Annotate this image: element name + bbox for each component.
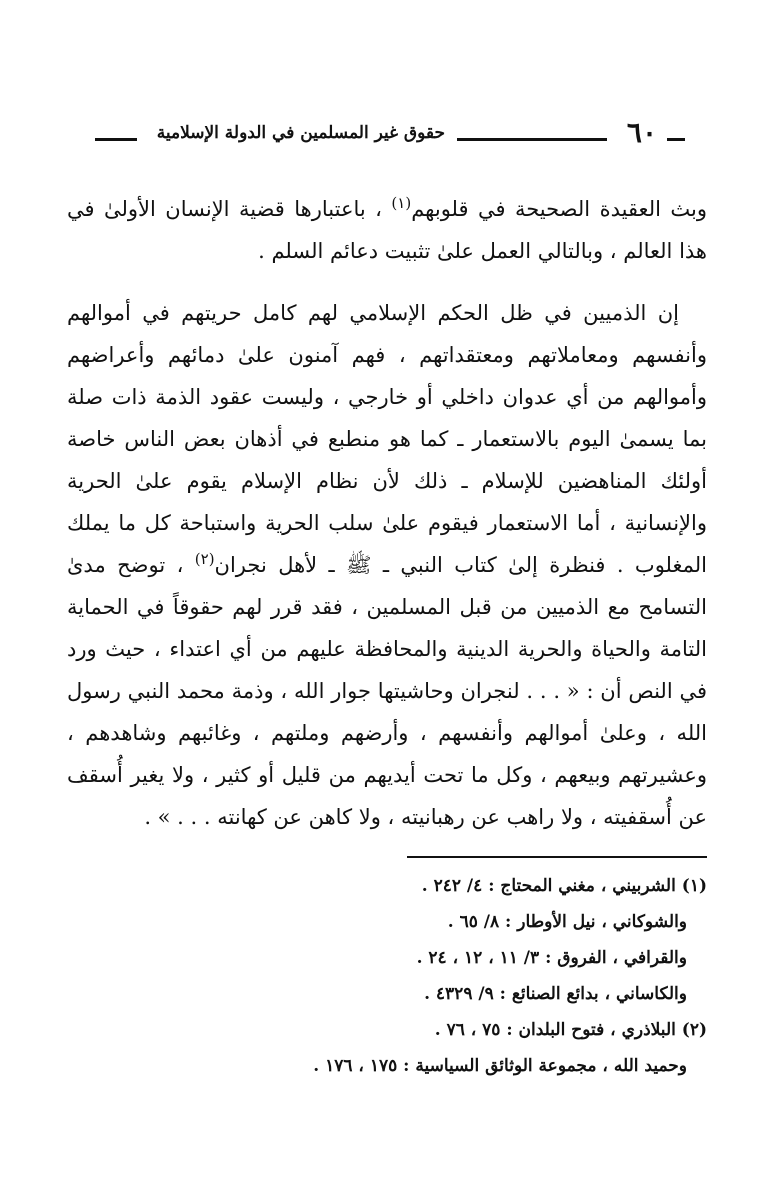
paragraph-2-text-b: ، توضح مدىٰ التسامح مع الذميين من قبل المسلمين ، فقد قرر لهم حقوقاً في الحماية التامة والحياة والحرية الدينية والمحافظة عليهم من أي اعتداء ، حيث ورد في النص أن : « . . . لنجران وحاشيتها جوار الله ، وذمة محمد النبي رسول الله ، وعلىٰ أموالهم وأنفسهم ، وأرضهم وملتهم ، وغائبهم وشاهدهم ، وعشيرتهم وبيعهم ، وكل ما تحت أيديهم من قليل أو كثير ، ولا يغير أُسقف عن أُسقفيته ، ولا راهب عن رهبانيته ، ولا كاهن عن كهانته . . . » . (67, 553, 707, 829)
running-title: حقوق غير المسلمين في الدولة الإسلامية (156, 123, 445, 143)
paragraph-1 (67, 188, 707, 272)
footnote-2-cont: وحميد الله ، مجموعة الوثائق السياسية : ١٧٥ ، ١٧٦ . (313, 1056, 687, 1076)
footnote-1-cont: والقرافي ، الفروق : ٣/ ١١ ، ١٢ ، ٢٤ . (416, 948, 687, 968)
running-header (95, 115, 685, 151)
paragraph-1-text-b: ، باعتبارها قضية الإنسان الأولىٰ في هذا العالم ، وبالتالي العمل علىٰ تثبيت دعائم السلم . (67, 197, 707, 263)
footnote-1-cont: والشوكاني ، نيل الأوطار : ٨/ ٦٥ . (447, 912, 687, 932)
paragraph-2-text-a: إن الذميين في ظل الحكم الإسلامي لهم كامل حريتهم في أموالهم وأنفسهم ومعاملاتهم ومعتقداتهم ، فهم آمنون علىٰ دمائهم وأعراضهم وأموالهم من أي عدوان داخلي أو خارجي ، وليست عقود الذمة ذات صلة بما يسمىٰ اليوم بالاستعمار ـ كما هو منطبع في أذهان بعض الناس خاصة أولئك المناهضين للإسلام ـ ذلك لأن نظام الإسلام يقوم علىٰ الحرية والإنسانية ، أما الاستعمار فيقوم علىٰ سلب الحرية واستباحة كل ما يملك المغلوب . فنظرة إلىٰ كتاب النبي ـ ﷺ ـ لأهل نجران (67, 301, 707, 577)
footnote-1: (١) الشربيني ، مغني المحتاج : ٤/ ٢٤٢ . (421, 876, 707, 896)
header-rule-right (667, 138, 685, 141)
footnote-ref-2: (٢) (194, 550, 215, 568)
header-rule-middle (457, 138, 607, 141)
footnotes (67, 868, 707, 1084)
paragraph-2 (67, 292, 707, 838)
footnote-separator (407, 856, 707, 858)
header-rule-left (95, 138, 137, 141)
footnote-2: (٢) البلاذري ، فتوح البلدان : ٧٥ ، ٧٦ . (434, 1020, 707, 1040)
main-text (67, 188, 707, 838)
footnote-ref-1: (١) (391, 194, 412, 212)
footnote-1-cont: والكاساني ، بدائع الصنائع : ٩/ ٤٣٢٩ . (424, 984, 687, 1004)
page-number: ٦٠ (626, 116, 657, 149)
paragraph-1-text-a: وبث العقيدة الصحيحة في قلوبهم (411, 197, 707, 221)
